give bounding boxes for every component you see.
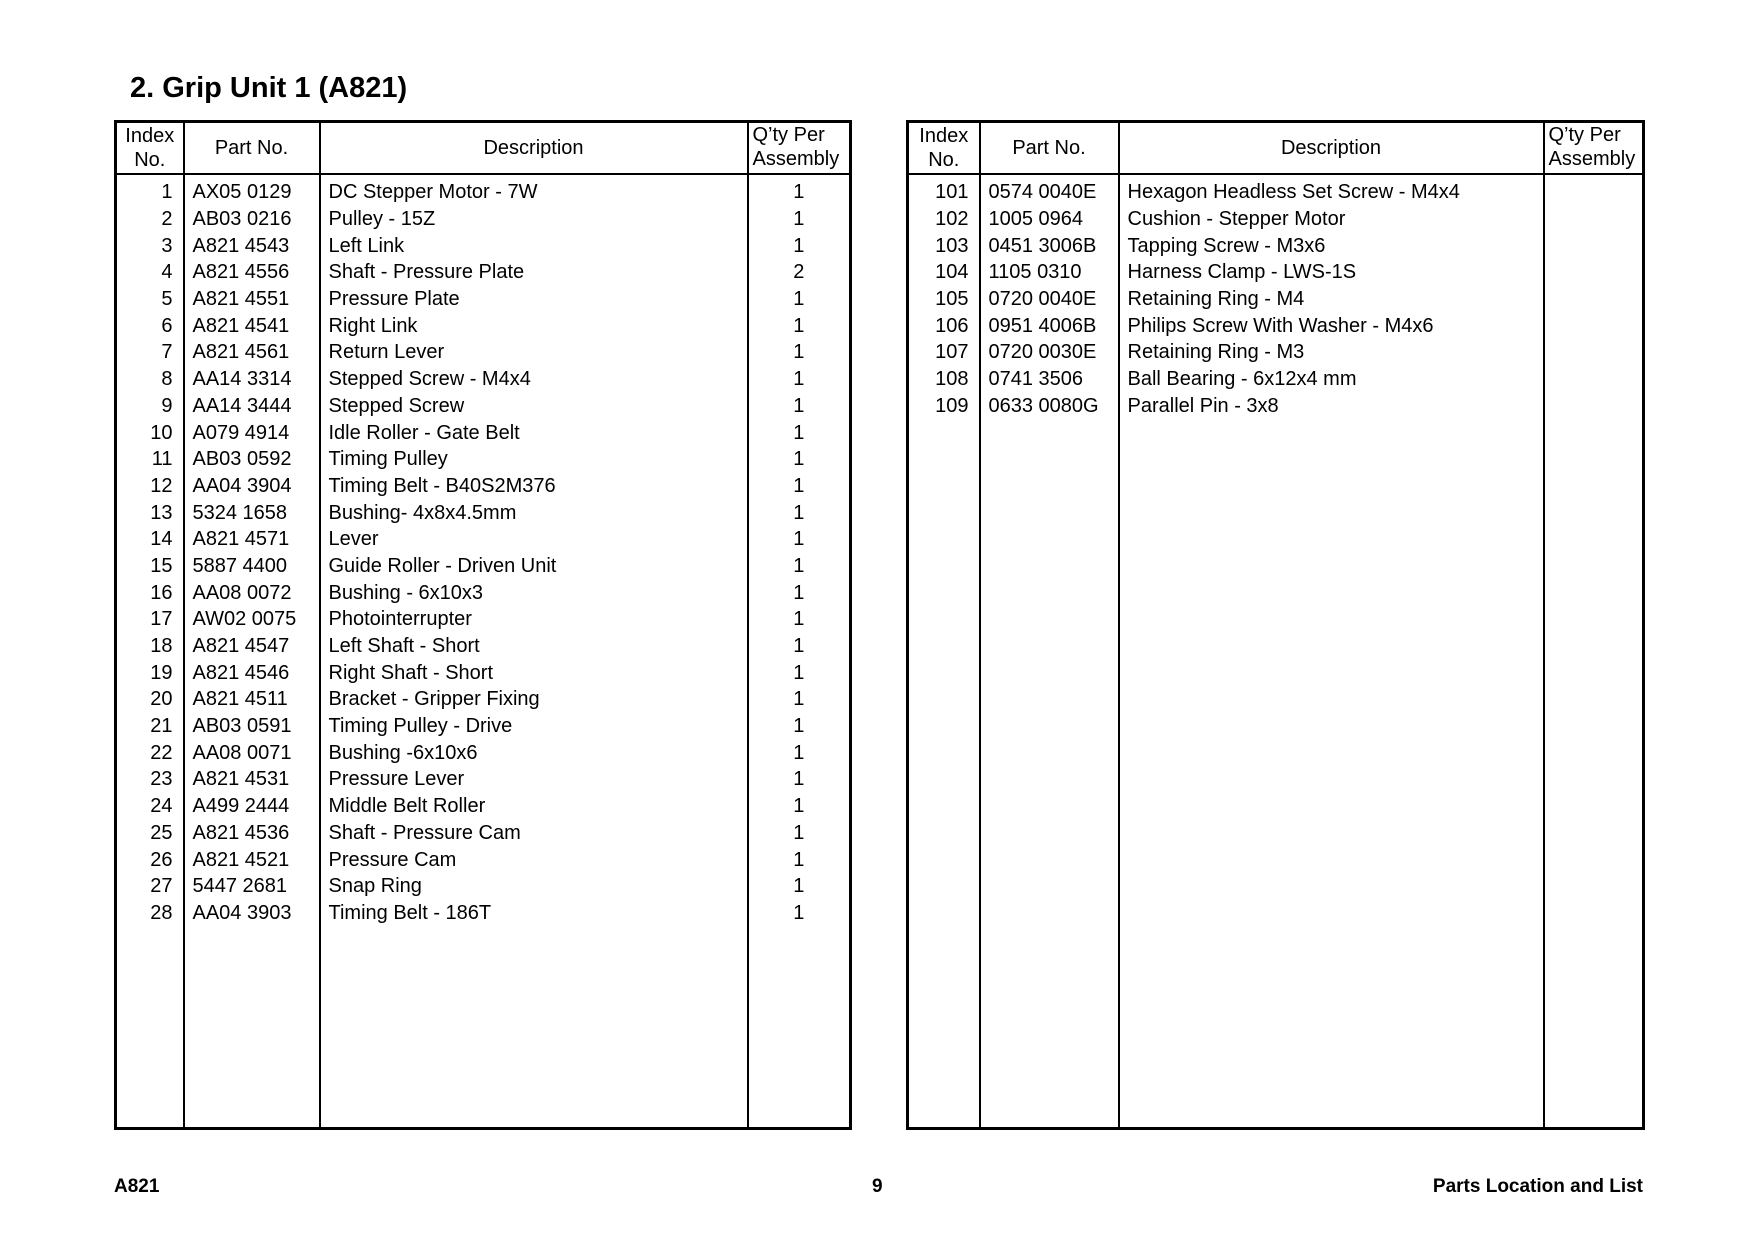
table-row [116, 900, 851, 927]
cell-qty: 1 [748, 393, 851, 420]
cell-index: 25 [150, 821, 173, 844]
table-row [116, 206, 851, 233]
cell-description: Retaining Ring - M4 [1119, 286, 1544, 313]
table-row [908, 339, 1644, 366]
cell-description: Pressure Lever [320, 766, 748, 793]
cell-index: 14 [150, 528, 173, 551]
cell-qty [1544, 286, 1644, 313]
footer-page-number: 9 [872, 1176, 883, 1197]
table-row [116, 446, 851, 473]
cell-qty [1544, 312, 1644, 339]
cell-index: 105 [935, 288, 969, 311]
cell-part-no: 5324 1658 [184, 499, 320, 526]
cell-description: Right Shaft - Short [320, 659, 748, 686]
table-row [116, 499, 851, 526]
cell-qty: 1 [748, 312, 851, 339]
cell-qty [1544, 206, 1644, 233]
cell-index: 109 [935, 394, 969, 417]
cell-index: 10 [150, 421, 173, 444]
cell-description: Left Shaft - Short [320, 633, 748, 660]
cell-part-no: A821 4531 [184, 766, 320, 793]
cell-qty: 1 [748, 339, 851, 366]
cell-part-no: AB03 0592 [184, 446, 320, 473]
cell-description: Pressure Plate [320, 286, 748, 313]
table-row [116, 659, 851, 686]
table-row [116, 873, 851, 900]
table-filler-row [908, 419, 1644, 1128]
cell-description: Pulley - 15Z [320, 206, 748, 233]
cell-qty: 1 [748, 633, 851, 660]
cell-qty [1544, 366, 1644, 393]
table-row [116, 846, 851, 873]
footer-section-title: Parts Location and List [1432, 1176, 1643, 1197]
cell-index: 108 [935, 368, 969, 391]
cell-part-no: 1105 0310 [980, 259, 1119, 286]
cell-index: 18 [150, 635, 173, 658]
cell-index: 28 [150, 901, 173, 924]
cell-index: 107 [935, 341, 969, 364]
cell-qty: 1 [748, 499, 851, 526]
cell-qty: 1 [748, 686, 851, 713]
cell-index: 2 [161, 208, 173, 231]
cell-qty: 1 [748, 820, 851, 847]
cell-part-no: A499 2444 [184, 793, 320, 820]
table-row [116, 393, 851, 420]
table-row [116, 713, 851, 740]
cell-part-no: 0451 3006B [980, 232, 1119, 259]
cell-index: 21 [150, 715, 173, 738]
cell-qty: 1 [748, 232, 851, 259]
cell-index: 22 [150, 741, 173, 764]
cell-description: Photointerrupter [320, 606, 748, 633]
cell-part-no: AA04 3904 [184, 473, 320, 500]
cell-part-no: 0951 4006B [980, 312, 1119, 339]
cell-part-no: AA14 3314 [184, 366, 320, 393]
cell-part-no: 5447 2681 [184, 873, 320, 900]
table-row [116, 339, 851, 366]
header-part-no: Part No. [184, 122, 320, 175]
cell-qty: 1 [748, 366, 851, 393]
header-qty: Q’ty Per Assembly [748, 122, 851, 175]
cell-part-no: 0574 0040E [980, 174, 1119, 206]
cell-description: Idle Roller - Gate Belt [320, 419, 748, 446]
cell-part-no: A821 4543 [184, 232, 320, 259]
cell-description: Retaining Ring - M3 [1119, 339, 1544, 366]
cell-part-no: 0720 0040E [980, 286, 1119, 313]
cell-description: Stepped Screw - M4x4 [320, 366, 748, 393]
cell-index: 1 [161, 181, 173, 204]
table-row [908, 259, 1644, 286]
table-row [116, 766, 851, 793]
empty-cell [980, 419, 1119, 1128]
cell-qty: 1 [748, 174, 851, 206]
cell-description: Ball Bearing - 6x12x4 mm [1119, 366, 1544, 393]
cell-qty: 1 [748, 739, 851, 766]
cell-description: Tapping Screw - M3x6 [1119, 232, 1544, 259]
cell-qty: 1 [748, 793, 851, 820]
cell-description: Parallel Pin - 3x8 [1119, 393, 1544, 420]
cell-qty: 1 [748, 553, 851, 580]
cell-index: 15 [150, 554, 173, 577]
cell-description: Middle Belt Roller [320, 793, 748, 820]
cell-index: 106 [935, 314, 969, 337]
table-row [116, 174, 851, 206]
cell-part-no: AA14 3444 [184, 393, 320, 420]
table-row [116, 366, 851, 393]
table-header-row [116, 122, 851, 175]
cell-description: Philips Screw With Washer - M4x6 [1119, 312, 1544, 339]
cell-part-no: A821 4571 [184, 526, 320, 553]
cell-index: 24 [150, 795, 173, 818]
cell-qty: 1 [748, 206, 851, 233]
table-row [116, 686, 851, 713]
table-row [116, 553, 851, 580]
table-row [116, 793, 851, 820]
cell-index: 23 [150, 768, 173, 791]
cell-part-no: 5887 4400 [184, 553, 320, 580]
table-row [116, 633, 851, 660]
cell-part-no: A821 4521 [184, 846, 320, 873]
table-row [116, 419, 851, 446]
empty-cell [1544, 419, 1644, 1128]
cell-description: Cushion - Stepper Motor [1119, 206, 1544, 233]
cell-qty: 1 [748, 900, 851, 927]
table-row [908, 206, 1644, 233]
table-row [116, 739, 851, 766]
table-row [908, 174, 1644, 206]
cell-index: 8 [161, 368, 173, 391]
table-row [116, 232, 851, 259]
cell-index: 5 [161, 288, 173, 311]
cell-description: Bushing - 6x10x3 [320, 579, 748, 606]
cell-qty: 1 [748, 606, 851, 633]
cell-description: DC Stepper Motor - 7W [320, 174, 748, 206]
cell-qty: 1 [748, 473, 851, 500]
footer-model: A821 [114, 1176, 160, 1197]
cell-qty: 2 [748, 259, 851, 286]
cell-index: 11 [151, 448, 173, 471]
empty-cell [184, 926, 320, 1128]
table-row [908, 286, 1644, 313]
table-row [116, 473, 851, 500]
cell-qty [1544, 339, 1644, 366]
cell-description: Pressure Cam [320, 846, 748, 873]
table-row [116, 526, 851, 553]
cell-description: Left Link [320, 232, 748, 259]
empty-cell [116, 926, 184, 1128]
parts-table-right [906, 120, 1645, 1130]
cell-part-no: A821 4556 [184, 259, 320, 286]
table-row [116, 259, 851, 286]
cell-part-no: A821 4551 [184, 286, 320, 313]
cell-description: Bushing- 4x8x4.5mm [320, 499, 748, 526]
cell-part-no: 0633 0080G [980, 393, 1119, 420]
page-title: 2. Grip Unit 1 (A821) [130, 72, 408, 104]
cell-index: 3 [161, 234, 173, 257]
table-filler-row [116, 926, 851, 1128]
cell-description: Guide Roller - Driven Unit [320, 553, 748, 580]
cell-part-no: A821 4546 [184, 659, 320, 686]
cell-index: 27 [150, 875, 173, 898]
table-row [116, 820, 851, 847]
cell-description: Harness Clamp - LWS-1S [1119, 259, 1544, 286]
header-description: Description [1119, 122, 1544, 175]
cell-qty: 1 [748, 659, 851, 686]
cell-index: 102 [935, 208, 969, 231]
cell-qty: 1 [748, 873, 851, 900]
cell-qty [1544, 232, 1644, 259]
header-description: Description [320, 122, 748, 175]
cell-part-no: AB03 0591 [184, 713, 320, 740]
empty-cell [748, 926, 851, 1128]
cell-part-no: A821 4561 [184, 339, 320, 366]
table-row [116, 286, 851, 313]
cell-part-no: A821 4547 [184, 633, 320, 660]
cell-part-no: A821 4536 [184, 820, 320, 847]
cell-part-no: A821 4511 [184, 686, 320, 713]
cell-index: 9 [161, 394, 173, 417]
cell-description: Bracket - Gripper Fixing [320, 686, 748, 713]
cell-qty [1544, 393, 1644, 420]
parts-table-left [114, 120, 852, 1130]
cell-qty: 1 [748, 286, 851, 313]
empty-cell [320, 926, 748, 1128]
table-row [908, 232, 1644, 259]
cell-part-no: 0720 0030E [980, 339, 1119, 366]
cell-qty: 1 [748, 579, 851, 606]
cell-part-no: AA04 3903 [184, 900, 320, 927]
empty-cell [908, 419, 980, 1128]
cell-description: Timing Pulley [320, 446, 748, 473]
cell-index: 12 [150, 474, 173, 497]
cell-qty: 1 [748, 419, 851, 446]
cell-index: 26 [150, 848, 173, 871]
table-row [116, 312, 851, 339]
cell-index: 13 [150, 501, 173, 524]
cell-qty [1544, 174, 1644, 206]
cell-index: 101 [935, 181, 969, 204]
cell-qty: 1 [748, 766, 851, 793]
cell-part-no: 1005 0964 [980, 206, 1119, 233]
cell-description: Return Lever [320, 339, 748, 366]
cell-part-no: A821 4541 [184, 312, 320, 339]
cell-qty: 1 [748, 526, 851, 553]
cell-qty: 1 [748, 846, 851, 873]
cell-index: 7 [161, 341, 173, 364]
cell-description: Right Link [320, 312, 748, 339]
table-row [908, 366, 1644, 393]
cell-qty: 1 [748, 446, 851, 473]
table-row [116, 606, 851, 633]
cell-part-no: AB03 0216 [184, 206, 320, 233]
table-row [908, 393, 1644, 420]
cell-index: 104 [935, 261, 969, 284]
cell-description: Timing Belt - B40S2M376 [320, 473, 748, 500]
cell-part-no: AA08 0072 [184, 579, 320, 606]
cell-description: Stepped Screw [320, 393, 748, 420]
header-index: Index No. [116, 122, 184, 175]
cell-description: Timing Pulley - Drive [320, 713, 748, 740]
cell-qty: 1 [748, 713, 851, 740]
table-row [116, 579, 851, 606]
cell-description: Shaft - Pressure Plate [320, 259, 748, 286]
header-index: Index No. [908, 122, 980, 175]
cell-index: 103 [935, 234, 969, 257]
cell-qty [1544, 259, 1644, 286]
header-part-no: Part No. [980, 122, 1119, 175]
cell-index: 16 [150, 581, 173, 604]
cell-part-no: AX05 0129 [184, 174, 320, 206]
cell-index: 4 [161, 261, 173, 284]
cell-index: 17 [150, 608, 173, 631]
cell-description: Lever [320, 526, 748, 553]
empty-cell [1119, 419, 1544, 1128]
cell-description: Hexagon Headless Set Screw - M4x4 [1119, 174, 1544, 206]
cell-index: 6 [161, 314, 173, 337]
cell-part-no: AW02 0075 [184, 606, 320, 633]
header-qty: Q’ty Per Assembly [1544, 122, 1644, 175]
cell-description: Shaft - Pressure Cam [320, 820, 748, 847]
cell-index: 19 [150, 661, 173, 684]
cell-part-no: 0741 3506 [980, 366, 1119, 393]
cell-part-no: AA08 0071 [184, 739, 320, 766]
table-row [908, 312, 1644, 339]
table-header-row [908, 122, 1644, 175]
cell-part-no: A079 4914 [184, 419, 320, 446]
cell-description: Bushing -6x10x6 [320, 739, 748, 766]
cell-index: 20 [150, 688, 173, 711]
cell-description: Timing Belt - 186T [320, 900, 748, 927]
cell-description: Snap Ring [320, 873, 748, 900]
